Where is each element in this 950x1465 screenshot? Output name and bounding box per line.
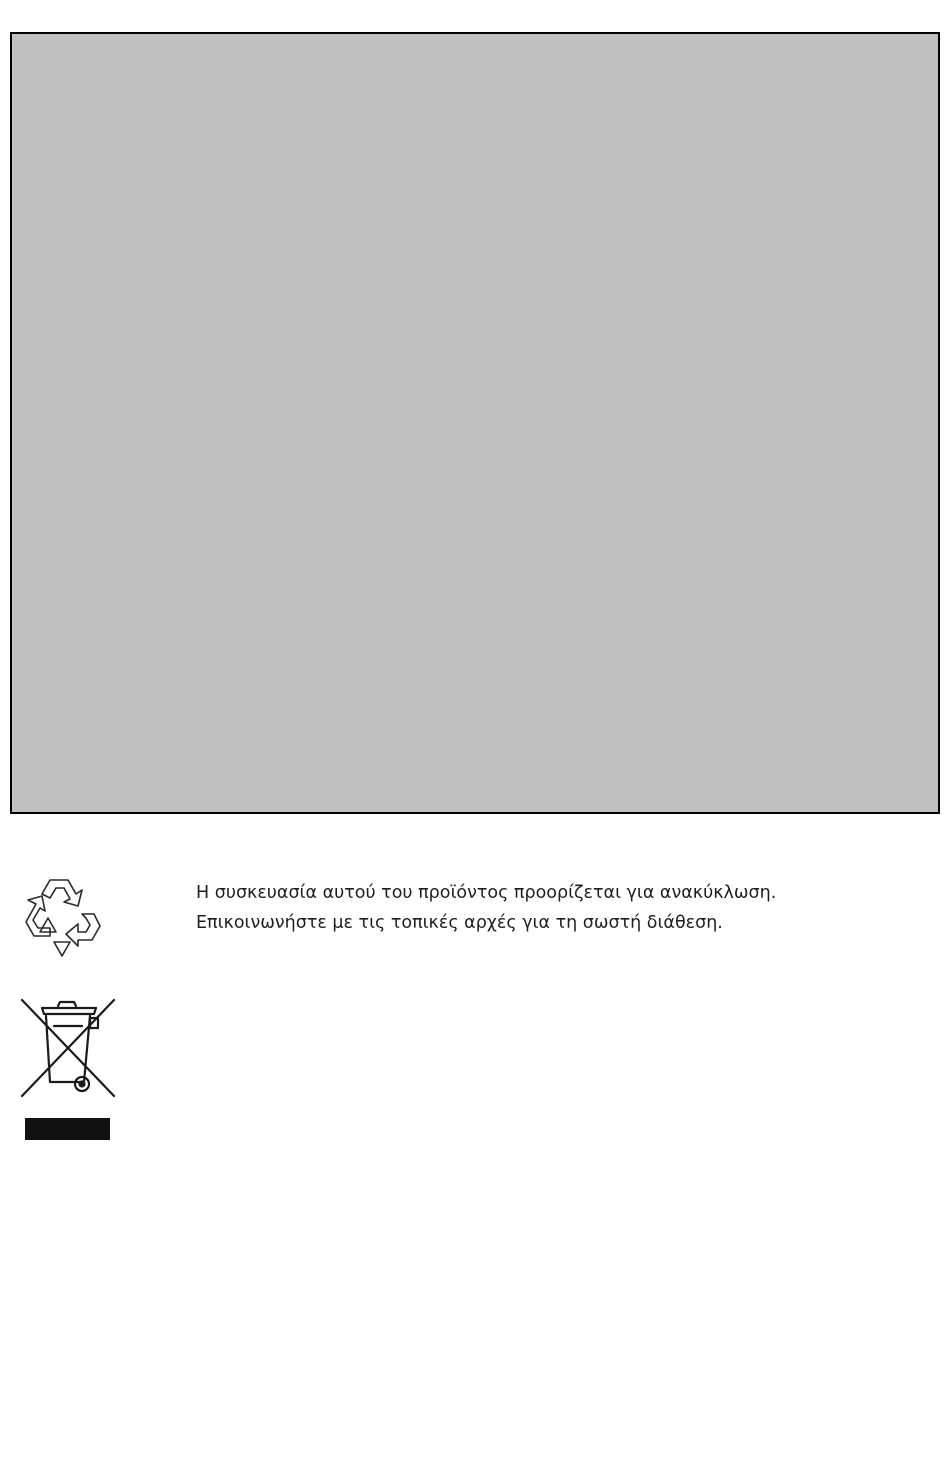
crossed-out-wheelie-bin-icon [16, 996, 120, 1102]
weee-bar [25, 1118, 110, 1140]
recycling-notice [196, 878, 916, 938]
figure-placeholder [10, 32, 940, 814]
notice-line-1: Η συσκευασία αυτού του προϊόντος προορίζεται για ανακύκλωση. [196, 883, 777, 903]
recycle-icon [14, 870, 106, 960]
notice-line-2: Επικοινωνήστε με τις τοπικές αρχές για τη σωστή διάθεση. [196, 913, 723, 933]
